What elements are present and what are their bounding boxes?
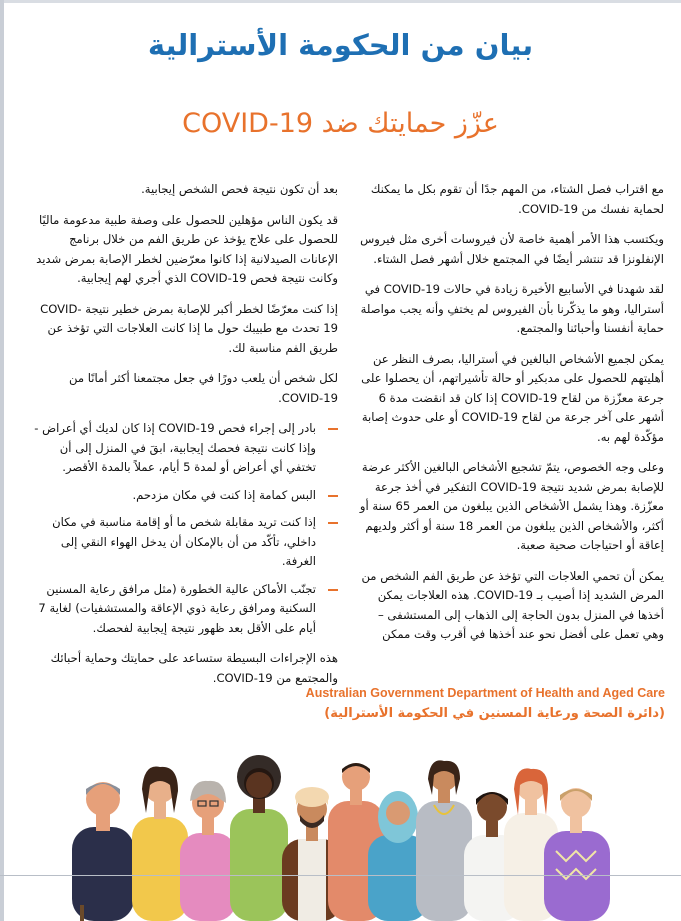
right-text-column <box>354 180 664 656</box>
paragraph: قد يكون الناس مؤهلين للحصول على وصفة طبية مدعومة ماليًا للحصول على علاج يؤخذ عن طريق الفم من خلال برنامج الإعانات الصيدلانية إذا كانوا معرّضين لخطر الإصابة بمرض شديد وكانت نتيجة فحص COVID-19 الذي أجري لهم إيجابية. <box>36 212 338 285</box>
department-name-arabic: (دائرة الصحة ورعاية المسنين في الحكومة الأسترالية) <box>324 706 665 721</box>
paragraph: مع اقتراب فصل الشتاء، من المهم جدًا أن تقوم بكل ما يمكنك لحماية نفسك من COVID-19. <box>370 182 664 216</box>
people-illustration <box>70 755 630 921</box>
paragraph: بعد أن تكون نتيجة فحص الشخص إيجابية. <box>141 182 338 196</box>
bottom-border <box>0 875 681 876</box>
left-text-column <box>28 180 338 699</box>
department-name-english: Australian Government Department of Health and Aged Care <box>305 686 665 700</box>
dash-bullet-icon <box>328 522 338 524</box>
list-item-text: البس كمامة إذا كنت في مكان مزدحم. <box>132 487 316 502</box>
person-figure <box>544 788 610 921</box>
person-figure <box>180 781 236 921</box>
list-item-text: تجنّب الأماكن عالية الخطورة (مثل مرافق رعاية المسنين السكنية ومرافق رعاية ذوي الإعاقة والمستشفيات) لغاية 7 أيام على الأقل بعد ظهور نتيجة إيجابية لفحصك. <box>38 581 316 635</box>
list-item <box>28 513 338 572</box>
list-item <box>28 486 338 506</box>
dash-bullet-icon <box>328 495 338 497</box>
advice-list <box>28 419 338 638</box>
paragraph: يمكن لجميع الأشخاص البالغين في أستراليا، بصرف النظر عن أهليتهم للحصول على مدبكير أو حالة تأشيراتهم، أن يحصلوا على جرعة معزّزة من لقاح COVID-19 إذا كان قد انقضت مدة 6 أشهر على آخر جرعة من لقاح COVID-19 أو على حدوث إصابة مؤكّدة لهم به. <box>361 351 664 444</box>
paragraph: إذا كنت معرّضًا لخطر أكبر للإصابة بمرض خطير نتيجة COVID-19 تحدث مع طبيبك حول ما إذا كانت العلاجات التي تؤخذ عن طريق الفم مناسبة لك. <box>40 301 338 355</box>
person-figure <box>72 782 134 921</box>
list-item <box>28 580 338 639</box>
list-item-text: إذا كنت تريد مقابلة شخص ما أو إقامة مناسبة في مكان داخلي، تأكّد من أن بالإمكان أن يدخل الهواء النقي إلى الغرفة. <box>52 515 316 568</box>
person-figure <box>132 766 188 921</box>
list-item <box>28 419 338 478</box>
paragraph: لكل شخص أن يلعب دورًا في جعل مجتمعنا أكثر أمانًا من COVID-19. <box>69 371 338 405</box>
paragraph: يمكن أن تحمي العلاجات التي تؤخذ عن طريق الفم الشخص من المرض الشديد إذا أصيب بـ COVID-19. هذه العلاجات يمكن أخذها في المنزل بدون الحاجة إلى الذهاب إلى المستشفى – وهي تعمل على أفضل نحو عند أخذها في أقرب وقت ممكن <box>361 568 664 641</box>
paragraph: وعلى وجه الخصوص، يتمّ تشجيع الأشخاص البالغين الأكثر عرضة للإصابة بمرض شديد نتيجة COVID-19 التفكير في أخذ جرعة معزّزة. وهذا يشمل الأشخاص الذين يبلغون من العمر 65 سنة أو أكثر، والأشخاص الذين يبلغون من العمر 18 سنة أو أكثر ولديهم إعاقة أو احتياجات صحية صعبة. <box>359 460 664 552</box>
paragraph: هذه الإجراءات البسيطة ستساعد على حمايتك وحماية أحبائك والمجتمع من COVID-19. <box>50 651 338 685</box>
page-title: بيان من الحكومة الأسترالية <box>147 28 534 62</box>
dash-bullet-icon <box>328 428 338 430</box>
page-subtitle: عزّز حمايتك ضد COVID-19 <box>182 108 499 139</box>
person-figure <box>416 760 472 921</box>
list-item-text: بادر إلى إجراء فحص COVID-19 إذا كان لديك أي أعراض - وإذا كانت نتيجة فحصك إيجابية، ابقَ في المنزل إلى أن تختفي أي أعراض أو لمدة 5 أيام، عملاً بالمدة الأقصر. <box>34 421 316 474</box>
top-border <box>0 0 681 3</box>
dash-bullet-icon <box>328 589 338 591</box>
person-figure <box>230 755 288 921</box>
paragraph: لقد شهدنا في الأسابيع الأخيرة زيادة في حالات COVID-19 في أستراليا، وهو ما يذكّرنا بأن الفيروس لم يختفِ وأنه يجب مواصلة حماية أنفسنا وأحبائنا والمجتمع. <box>360 282 664 335</box>
paragraph: ويكتسب هذا الأمر أهمية خاصة لأن فيروسات أخرى مثل فيروس الإنفلونزا قد تنتشر أيضًا في المجتمع خلال أشهر فصل الشتاء. <box>360 232 664 266</box>
